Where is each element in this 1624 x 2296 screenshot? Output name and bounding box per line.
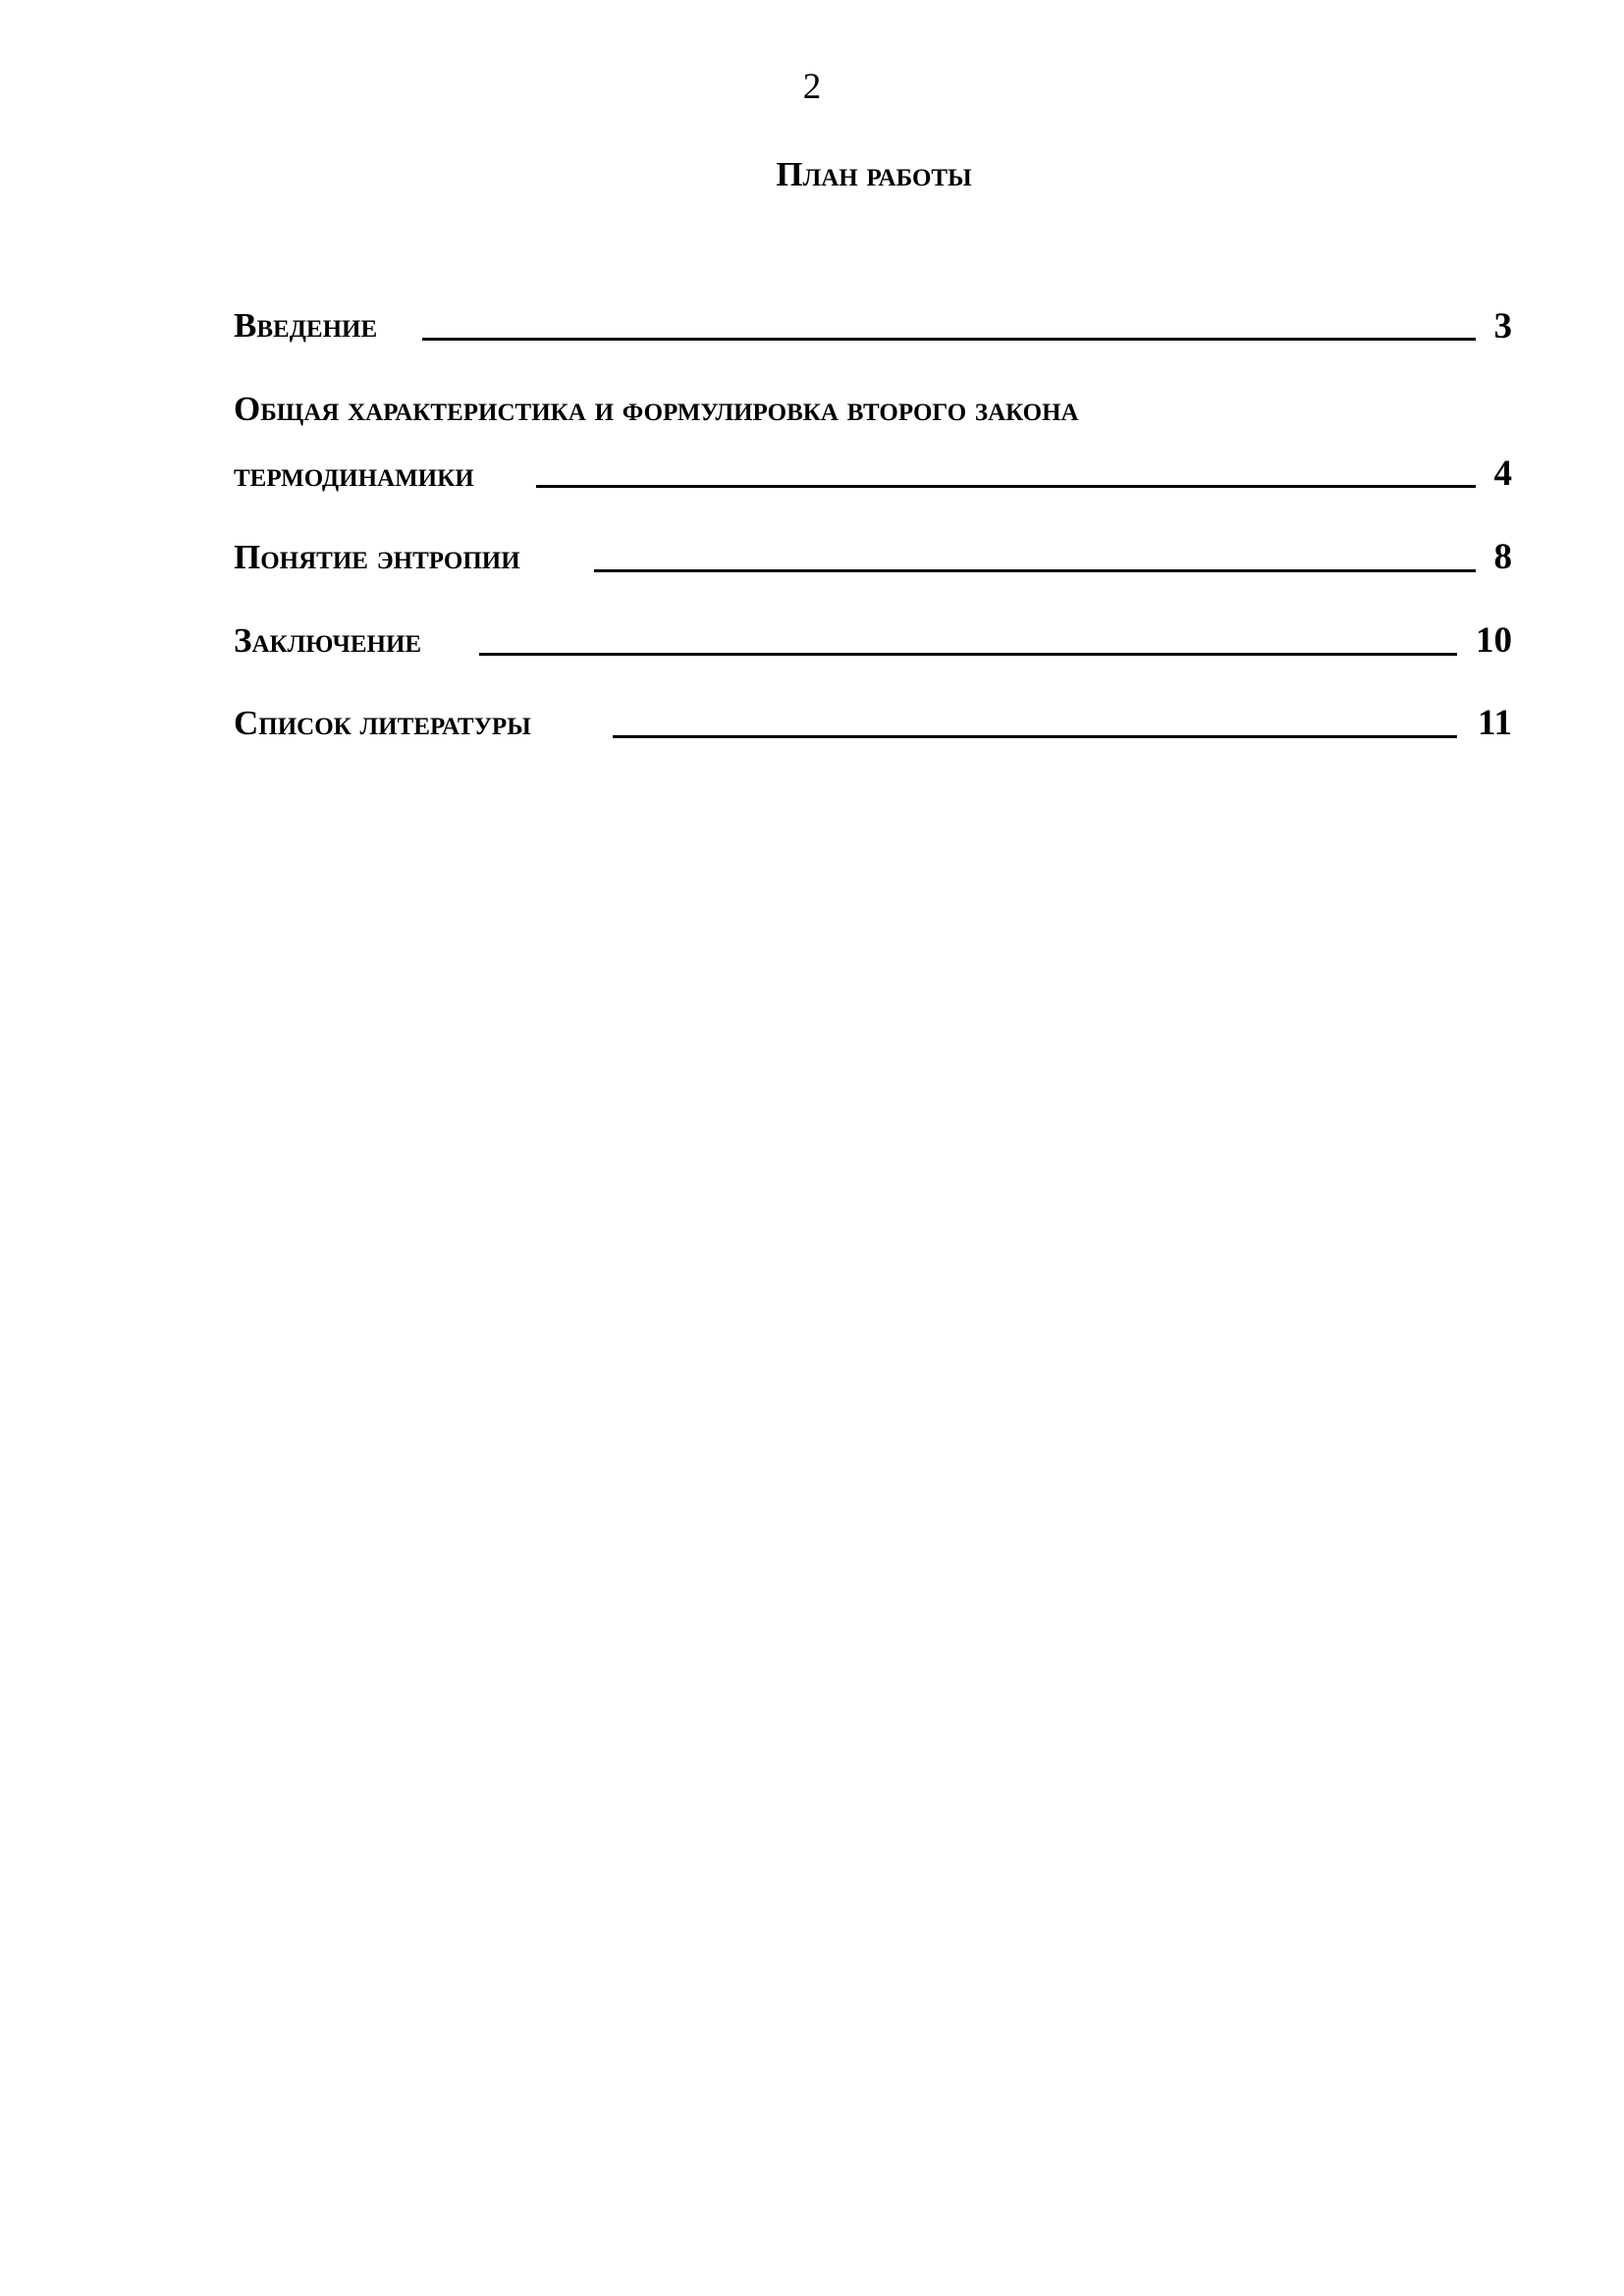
toc-entry-label-line2: термодинамики <box>234 455 474 494</box>
page-title: План работы <box>776 155 972 193</box>
toc-entry-page: 3 <box>1493 306 1512 347</box>
toc-leader-line <box>479 653 1457 656</box>
toc-entry-label: Список литературы <box>234 704 531 742</box>
toc-entry-page: 10 <box>1476 620 1512 661</box>
toc-entry-label: Заключение <box>234 621 422 660</box>
toc-leader-line <box>613 735 1457 738</box>
toc-entry-page: 11 <box>1478 703 1512 743</box>
toc-entry-page: 8 <box>1493 537 1512 577</box>
page-number: 2 <box>802 67 822 107</box>
toc-entry-label: Понятие энтропии <box>234 538 520 576</box>
toc-entry-label: Введение <box>234 306 378 345</box>
toc-leader-line <box>536 485 1476 488</box>
toc-leader-line <box>594 569 1476 572</box>
toc-entry-page: 4 <box>1493 454 1512 494</box>
toc-entry-label-line1: Общая характеристика и формулировка второго закона <box>234 390 1079 428</box>
toc-leader-line <box>422 338 1476 341</box>
